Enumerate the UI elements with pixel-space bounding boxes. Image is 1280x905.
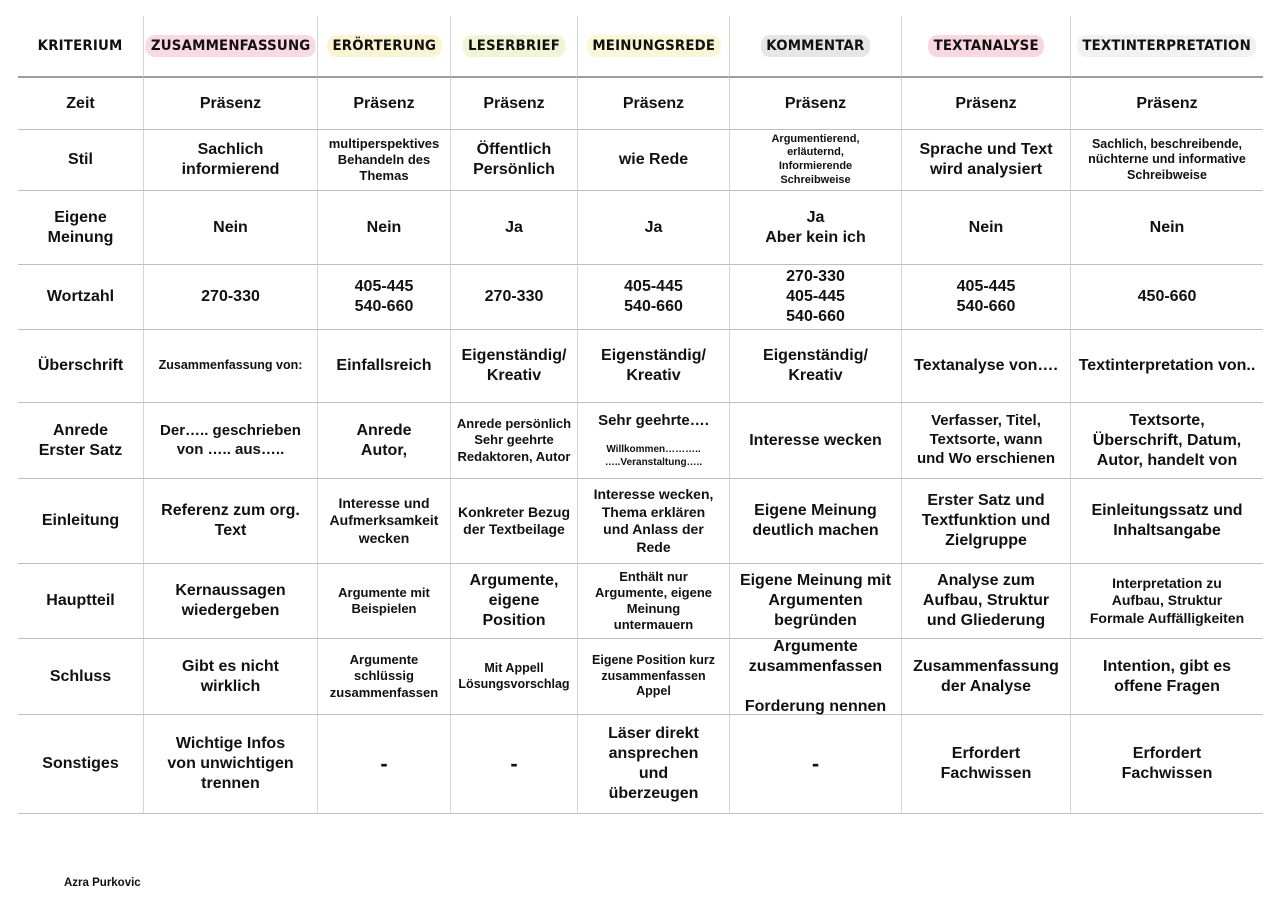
row-label-anrede-erster-satz: Anrede Erster Satz — [18, 403, 143, 479]
row-label-stil: Stil — [18, 130, 143, 191]
cell-uberschrift-zusammenfassung: Zusammenfassung von: — [143, 330, 317, 403]
cell-einleitung-kommentar: Eigene Meinung deutlich machen — [729, 479, 901, 564]
cell-sonstiges-meinungsrede: Läser direkt ansprechen und überzeugen — [577, 715, 729, 814]
cell-schluss-leserbrief: Mit Appell Lösungsvorschlag — [450, 639, 577, 715]
cell-anrede-erster-satz-kommentar: Interesse wecken — [729, 403, 901, 479]
cell-wortzahl-meinungsrede: 405-445 540-660 — [577, 265, 729, 330]
cell-zeit-erorterung: Präsenz — [317, 78, 450, 130]
cell-sonstiges-textanalyse: Erfordert Fachwissen — [901, 715, 1070, 814]
cell-schluss-zusammenfassung: Gibt es nicht wirklich — [143, 639, 317, 715]
cell-einleitung-erorterung: Interesse und Aufmerksamkeit wecken — [317, 479, 450, 564]
row-label-eigene-meinung: Eigene Meinung — [18, 191, 143, 265]
cell-hauptteil-zusammenfassung: Kernaussagen wiedergeben — [143, 564, 317, 639]
cell-wortzahl-textinterpretation: 450-660 — [1070, 265, 1263, 330]
header-label: KOMMENTAR — [761, 35, 870, 57]
cell-text: Sehr geehrte…. — [598, 411, 709, 429]
header-erorterung — [317, 16, 450, 78]
cell-wortzahl-textanalyse: 405-445 540-660 — [901, 265, 1070, 330]
cell-sonstiges-kommentar: - — [729, 715, 901, 814]
cell-wortzahl-zusammenfassung: 270-330 — [143, 265, 317, 330]
cell-uberschrift-meinungsrede: Eigenständig/ Kreativ — [577, 330, 729, 403]
cell-schluss-textinterpretation: Intention, gibt es offene Fragen — [1070, 639, 1263, 715]
cell-wortzahl-erorterung: 405-445 540-660 — [317, 265, 450, 330]
cell-zeit-textinterpretation: Präsenz — [1070, 78, 1263, 130]
cell-uberschrift-textanalyse: Textanalyse von…. — [901, 330, 1070, 403]
cell-einleitung-textinterpretation: Einleitungssatz und Inhaltsangabe — [1070, 479, 1263, 564]
cell-uberschrift-kommentar: Eigenständig/ Kreativ — [729, 330, 901, 403]
cell-stil-textinterpretation: Sachlich, beschreibende, nüchterne und informative Schreibweise — [1070, 130, 1263, 191]
cell-zeit-kommentar: Präsenz — [729, 78, 901, 130]
header-label: ZUSAMMENFASSUNG — [145, 35, 316, 57]
header-label: KRITERIUM — [38, 37, 123, 54]
cell-wortzahl-kommentar: 270-330 405-445 540-660 — [729, 265, 901, 330]
header-label: ERÖRTERUNG — [327, 35, 442, 57]
cell-sonstiges-zusammenfassung: Wichtige Infos von unwichtigen trennen — [143, 715, 317, 814]
cell-eigene-meinung-textinterpretation: Nein — [1070, 191, 1263, 265]
cell-sonstiges-textinterpretation: Erfordert Fachwissen — [1070, 715, 1263, 814]
cell-hauptteil-leserbrief: Argumente, eigene Position — [450, 564, 577, 639]
cell-hauptteil-textanalyse: Analyse zum Aufbau, Struktur und Gliederung — [901, 564, 1070, 639]
cell-hauptteil-textinterpretation: Interpretation zu Aufbau, Struktur Formale Auffälligkeiten — [1070, 564, 1263, 639]
cell-hauptteil-meinungsrede: Enthält nur Argumente, eigene Meinung untermauern — [577, 564, 729, 639]
header-textinterpretation — [1070, 16, 1263, 78]
cell-schluss-kommentar: Argumente zusammenfassen Forderung nennen — [729, 639, 901, 715]
cell-anrede-erster-satz-textinterpretation: Textsorte, Überschrift, Datum, Autor, handelt von — [1070, 403, 1263, 479]
cell-zeit-zusammenfassung: Präsenz — [143, 78, 317, 130]
row-label-einleitung: Einleitung — [18, 479, 143, 564]
cell-anrede-erster-satz-meinungsrede — [577, 403, 729, 479]
cell-eigene-meinung-textanalyse: Nein — [901, 191, 1070, 265]
header-label: TEXTINTERPRETATION — [1077, 35, 1257, 57]
cell-zeit-leserbrief: Präsenz — [450, 78, 577, 130]
cell-einleitung-zusammenfassung: Referenz zum org. Text — [143, 479, 317, 564]
row-label-zeit: Zeit — [18, 78, 143, 130]
cell-uberschrift-leserbrief: Eigenständig/ Kreativ — [450, 330, 577, 403]
cell-stil-erorterung: multiperspektives Behandeln des Themas — [317, 130, 450, 191]
cell-subtext: Willkommen……….. …..Veranstaltung….. — [604, 444, 703, 468]
cell-eigene-meinung-leserbrief: Ja — [450, 191, 577, 265]
header-kommentar — [729, 16, 901, 78]
cell-sonstiges-erorterung: - — [317, 715, 450, 814]
cell-anrede-erster-satz-textanalyse: Verfasser, Titel, Textsorte, wann und Wo erschienen — [901, 403, 1070, 479]
cell-eigene-meinung-meinungsrede: Ja — [577, 191, 729, 265]
author-name: Azra Purkovic — [64, 877, 141, 889]
cell-schluss-textanalyse: Zusammenfassung der Analyse — [901, 639, 1070, 715]
header-label: LESERBRIEF — [462, 35, 565, 57]
cell-schluss-erorterung: Argumente schlüssig zusammenfassen — [317, 639, 450, 715]
header-label: TEXTANALYSE — [928, 35, 1044, 57]
cell-hauptteil-kommentar: Eigene Meinung mit Argumenten begründen — [729, 564, 901, 639]
header-label: MEINUNGSREDE — [587, 35, 721, 57]
cell-zeit-meinungsrede: Präsenz — [577, 78, 729, 130]
cell-stil-zusammenfassung: Sachlich informierend — [143, 130, 317, 191]
row-label-sonstiges: Sonstiges — [18, 715, 143, 814]
cell-anrede-erster-satz-leserbrief: Anrede persönlich Sehr geehrte Redaktoren, Autor — [450, 403, 577, 479]
header-leserbrief — [450, 16, 577, 78]
cell-uberschrift-textinterpretation: Textinterpretation von.. — [1070, 330, 1263, 403]
comparison-table — [18, 16, 1263, 815]
row-label-hauptteil: Hauptteil — [18, 564, 143, 639]
cell-anrede-erster-satz-zusammenfassung: Der….. geschrieben von ….. aus….. — [143, 403, 317, 479]
row-label-uberschrift: Überschrift — [18, 330, 143, 403]
cell-sonstiges-leserbrief: - — [450, 715, 577, 814]
cell-stil-kommentar: Argumentierend, erläuternd, Informierende Schreibweise — [729, 130, 901, 191]
cell-uberschrift-erorterung: Einfallsreich — [317, 330, 450, 403]
cell-einleitung-meinungsrede: Interesse wecken, Thema erklären und Anlass der Rede — [577, 479, 729, 564]
cell-hauptteil-erorterung: Argumente mit Beispielen — [317, 564, 450, 639]
row-label-wortzahl: Wortzahl — [18, 265, 143, 330]
cell-einleitung-textanalyse: Erster Satz und Textfunktion und Zielgruppe — [901, 479, 1070, 564]
cell-eigene-meinung-zusammenfassung: Nein — [143, 191, 317, 265]
header-kriterium — [18, 16, 143, 78]
cell-stil-leserbrief: Öffentlich Persönlich — [450, 130, 577, 191]
cell-eigene-meinung-kommentar: Ja Aber kein ich — [729, 191, 901, 265]
cell-zeit-textanalyse: Präsenz — [901, 78, 1070, 130]
header-zusammenfassung — [143, 16, 317, 78]
cell-stil-meinungsrede: wie Rede — [577, 130, 729, 191]
header-textanalyse — [901, 16, 1070, 78]
cell-eigene-meinung-erorterung: Nein — [317, 191, 450, 265]
cell-schluss-meinungsrede: Eigene Position kurz zusammenfassen Appel — [577, 639, 729, 715]
cell-wortzahl-leserbrief: 270-330 — [450, 265, 577, 330]
header-meinungsrede — [577, 16, 729, 78]
cell-stil-textanalyse: Sprache und Text wird analysiert — [901, 130, 1070, 191]
row-label-schluss: Schluss — [18, 639, 143, 715]
cell-einleitung-leserbrief: Konkreter Bezug der Textbeilage — [450, 479, 577, 564]
cell-anrede-erster-satz-erorterung: Anrede Autor, — [317, 403, 450, 479]
